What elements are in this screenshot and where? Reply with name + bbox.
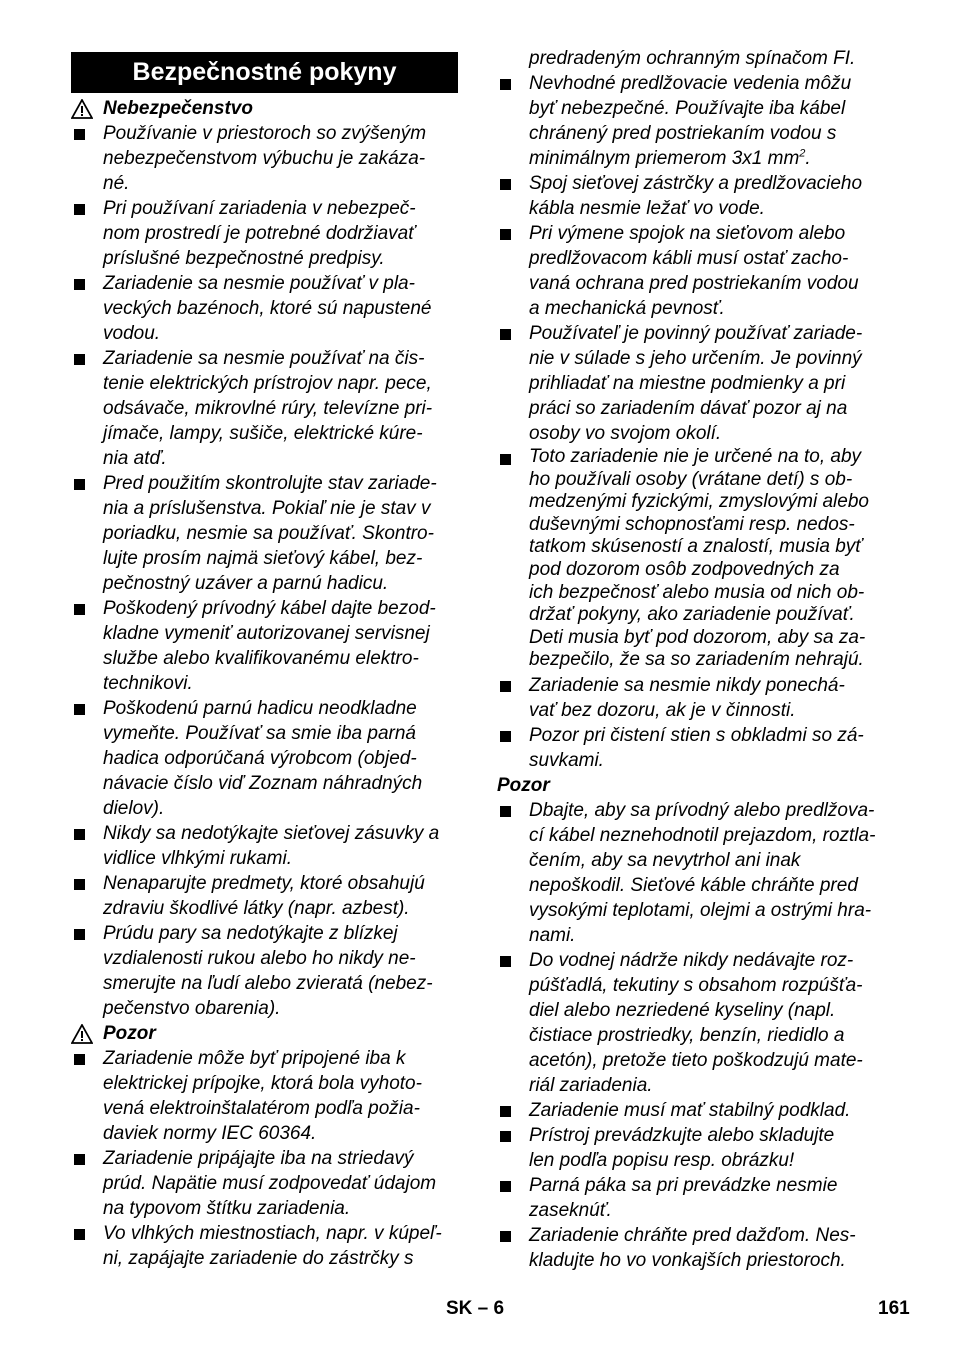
danger-heading [71,96,253,121]
list-item: Poškodený prívodný kábel dajte bezod- kladne vymeniť autorizovanej servisnej službe alebo kvalifikovanému elektro- technikovi. [71,596,436,696]
list-item: Zariadenie sa nesmie nikdy ponechá- vať bez dozoru, ak je v činnosti. [497,673,845,723]
bullet-square-icon [500,681,511,692]
list-item: Používateľ je povinný používať zariade- nie v súlade s jeho určením. Je povinný prihliadať na miestne podmienky a pri práci so zariadením dávať pozor aj na osoby vo svojom okolí. [497,321,862,446]
danger-heading-text: Nebezpečenstvo [103,98,253,119]
bullet-square-icon [74,879,85,890]
bullet-square-icon [500,454,511,465]
bullet-square-icon [74,204,85,215]
list-item: Zariadenie sa nesmie používať na čis- tenie elektrických prístrojov napr. pece, odsávače, mikrovlné rúry, televízne pri- jímače, lampy, sušiče, elektrické kúre- nia atď. [71,346,432,471]
bullet-square-icon [74,704,85,715]
bullet-square-icon [74,354,85,365]
continued-text: predradeným ochranným spínačom FI. [529,48,856,69]
list-item: Nenaparujte predmety, ktoré obsahujú zdraviu škodlivé látky (napr. azbest). [71,871,425,921]
list-item: Zariadenie pripájajte iba na striedavý prúd. Napätie musí zodpovedať údajom na typovom štítku zariadenia. [71,1146,436,1221]
list-item: Toto zariadenie nie je určené na to, aby ho používali osoby (vrátane detí) s ob- medzenými fyzickými, zmyslovými alebo duševnými schopnosťami resp. nedos- tatkom skúseností a znalostí, musia byť pod dozorom osôb zodpovedných za ich bezpečnosť alebo musia od nich ob- držať pokyny, ako zariadenie používať. Deti musia byť pod dozorom, aby sa za- bezpečilo, že sa so zariadením nehrajú. [497,446,869,672]
list-item: Nikdy sa nedotýkajte sieťovej zásuvky a vidlice vlhkými rukami. [71,821,439,871]
bullet-square-icon [500,1106,511,1117]
bullet-square-icon [500,1131,511,1142]
bullet-square-icon [500,329,511,340]
list-item: Zariadenie sa nesmie používať v pla- veckých bazénoch, ktoré sú napustené vodou. [71,271,431,346]
list-item: Pri používaní zariadenia v nebezpeč- nom prostredí je potrebné dodržiavať príslušné bezpečnostné predpisy. [71,196,416,271]
list-item: Zariadenie chráňte pred dažďom. Nes- kladujte ho vo vonkajších priestoroch. [497,1223,856,1273]
section-title: Bezpečnostné pokyny [71,52,458,93]
list-item: Zariadenie môže byť pripojené iba k elektrickej prípojke, ktorá bola vyhoto- vená elektroinštalatérom podľa požia- daviek normy IEC 60364. [71,1046,422,1146]
list-item: Spoj sieťovej zástrčky a predlžovacieho kábla nesmie ležať vo vode. [497,171,862,221]
bullet-square-icon [74,1229,85,1240]
bullet-square-icon [74,479,85,490]
list-item: Vo vlhkých miestnostiach, napr. v kúpeľ- ni, zapájajte zariadenie do zástrčky s [71,1221,442,1271]
caution-heading [71,1021,156,1046]
list-item: Pozor pri čistení stien s obkladmi so zá- suvkami. [497,723,864,773]
list-item: Poškodenú parnú hadicu neodkladne vymeňte. Používať sa smie iba parná hadica odporúčaná výrobcom (objed- návacie číslo viď Zoznam náhradných dielov). [71,696,422,821]
bullet-square-icon [74,929,85,940]
list-item: Pred použitím skontrolujte stav zariade- nia a príslušenstva. Pokiaľ nie je stav v poriadku, nesmie sa používať. Skontro- lujte prosím najmä sieťový kábel, bez- pečnostný uzáver a parnú hadicu. [71,471,437,596]
bullet-square-icon [74,829,85,840]
bullet-square-icon [500,229,511,240]
superscript: 2 [799,147,806,160]
bullet-square-icon [74,1154,85,1165]
caution-heading-text: Pozor [103,1023,156,1044]
bullet-square-icon [500,1231,511,1242]
bullet-square-icon [500,79,511,90]
bullet-square-icon [500,1181,511,1192]
bullet-square-icon [500,806,511,817]
bullet-square-icon [74,279,85,290]
list-item: Pri výmene spojok na sieťovom alebo predlžovacom kábli musí ostať zacho- vaná ochrana pred postriekaním vodou a mechanická pevnosť. [497,221,859,321]
bullet-square-icon [74,604,85,615]
bullet-square-icon [74,1054,85,1065]
warning-triangle-icon [71,99,93,119]
list-item: Používanie v priestoroch so zvýšeným nebezpečenstvom výbuchu je zakáza- né. [71,121,426,196]
list-item: Dbajte, aby sa prívodný alebo predlžova- cí kábel neznehodnotil prejazdom, roztla- čením, aby sa nevytrhol ani inak nepoškodil. Sieťové káble chráňte pred vysokými teplotami, olejmi a ostrými hra- nami. [497,798,875,948]
footer-section-label: SK – 6 [446,1298,505,1319]
list-item: Prístroj prevádzkujte alebo skladujte len podľa popisu resp. obrázku! [497,1123,834,1173]
list-item: Prúdu pary sa nedotýkajte z blízkej vzdialenosti rukou alebo ho nikdy ne- smerujte na ľudí alebo zvieratá (nebez- pečenstvo obarenia). [71,921,433,1021]
list-item: Zariadenie musí mať stabilný podklad. [497,1098,850,1123]
list-item: Parná páka sa pri prevádzke nesmie zaseknúť. [497,1173,837,1223]
list-item: Nevhodné predlžovacie vedenia môžu byť nebezpečné. Používajte iba kábel chránený pred postriekaním vodou s minimálnym priemerom 3x1 $mm^2$. [497,71,851,171]
bullet-square-icon [74,129,85,140]
list-item: Do vodnej nádrže nikdy nedávajte roz- púšťadlá, tekutiny s obsahom rozpúšťa- diel alebo nezriedené kyseliny (napl. čistiace prostriedky, benzín, riedidlo a acetón), pretože tieto poškodzujú mate- riál zariadenia. [497,948,863,1098]
bullet-square-icon [500,956,511,967]
bullet-square-icon [500,731,511,742]
page-number: 161 [878,1298,910,1319]
warning-triangle-icon [71,1024,93,1044]
caution-heading: Pozor [497,775,550,796]
bullet-square-icon [500,179,511,190]
